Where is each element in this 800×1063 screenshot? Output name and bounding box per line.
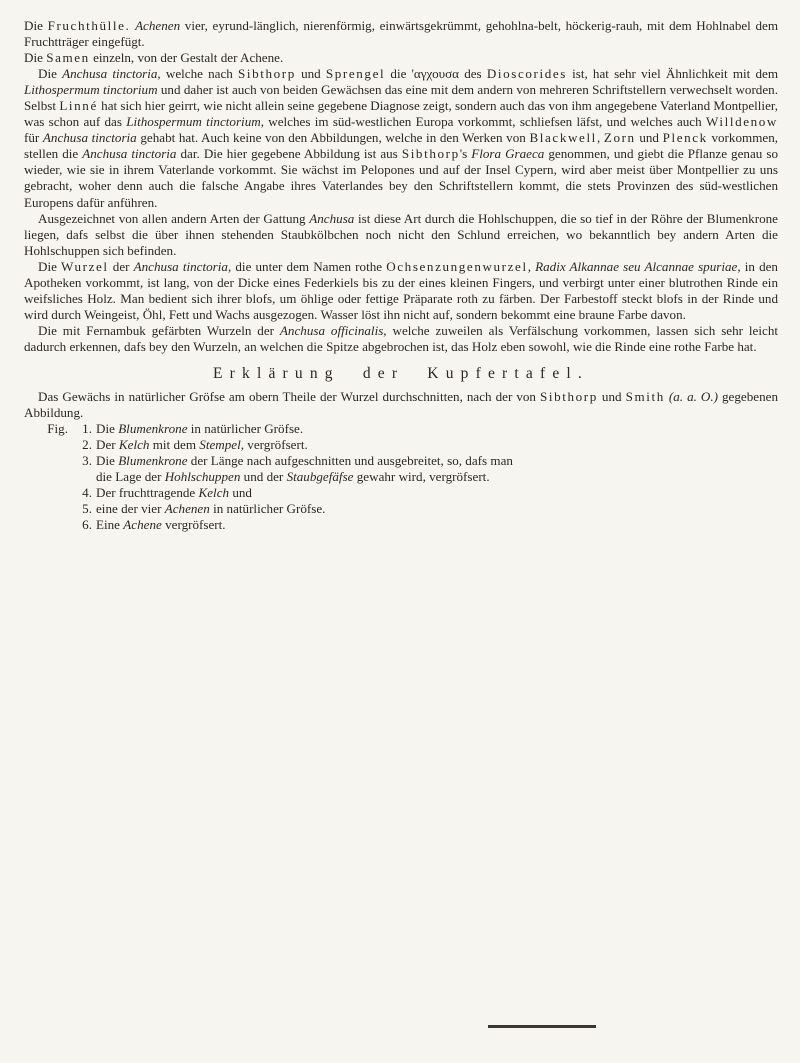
text: eine der vier <box>96 501 165 517</box>
citation: (a. a. O.) <box>668 388 718 404</box>
part-name: Kelch <box>198 485 230 501</box>
text: hat sich hier geirrt, wie nicht allein seine gegebene Diagnose zeigt, sondern auch das von ihm angegebene Vaterland Montpellier, was schon auf das <box>24 98 778 130</box>
text: Die <box>24 18 48 33</box>
figure-list <box>24 421 778 533</box>
figure-item <box>24 437 778 453</box>
term-ochsenzungenwurzel: Ochsenzungenwurzel <box>386 258 528 274</box>
figure-item <box>24 501 778 517</box>
species-name: Lithospermum tinctorium <box>24 82 158 98</box>
text: Die <box>96 453 119 469</box>
author-name: Sibthorp <box>401 146 460 162</box>
author-name: Blackwell <box>529 130 597 146</box>
text: , <box>527 258 536 274</box>
text: mit dem <box>149 437 200 453</box>
author-name: Sibthorp <box>539 388 598 404</box>
spacer <box>24 437 74 453</box>
figure-caption-continuation <box>24 469 778 485</box>
text: der Länge nach aufgeschnitten und ausgebreitet, so, dafs man <box>187 453 513 469</box>
part-name: Achenen <box>164 501 210 517</box>
author-name: Linné <box>59 98 98 114</box>
species-name: Anchusa officinalis, <box>279 322 387 338</box>
text: und <box>635 130 663 146</box>
spacer <box>24 453 74 469</box>
part-name: Blumenkrone <box>118 453 188 469</box>
text: in natürlicher Gröfse. <box>187 421 304 437</box>
text: und daher ist auch von beiden Gewächsen das eine mit dem andern von mehreren Schriftstellern verwechselt worden. Selbst <box>24 82 778 114</box>
paragraph-samen <box>24 50 778 66</box>
decorative-rule <box>488 1025 596 1028</box>
text: vergröfsert. <box>161 517 226 533</box>
term-achenen: Achenen <box>135 18 181 33</box>
text: welche nach <box>160 66 238 82</box>
text: Der fruchttragende <box>96 485 199 501</box>
figure-caption <box>96 485 252 501</box>
text: , <box>596 130 604 146</box>
text: ist diese Art durch die Hohlschuppen, die so tief in der Röhre der Blumenkrone liegen, dafs selbst die über ihnen stehenden Staubkölbchen noch nicht den Schlund erreichen, wo bekanntlich bey andern Arten die Hohlschuppen sich befinden. <box>24 210 778 258</box>
term-fruchthuelle: Fruchthülle. <box>47 18 131 33</box>
author-name: Smith <box>625 388 665 404</box>
text: Der <box>96 437 119 453</box>
part-name: Hohlschuppen <box>164 469 241 485</box>
figure-number: 2. <box>82 437 92 453</box>
text: gegebenen Abbildung. <box>24 388 778 421</box>
figure-number: 5. <box>82 501 92 517</box>
species-name: Anchusa tinctoria <box>42 130 137 146</box>
author-name: Willdenow <box>705 114 778 130</box>
author-name: Zorn <box>603 130 636 146</box>
part-name: Achene <box>123 517 162 533</box>
figure-item <box>24 453 778 469</box>
text: die 'αγχουσα des <box>385 66 487 82</box>
text: gewahr wird, vergröfsert. <box>353 469 490 485</box>
text: und der <box>240 469 287 485</box>
part-name: Stempel, <box>199 437 245 453</box>
paragraph-wurzel <box>24 259 778 323</box>
paragraph-anchusa <box>24 66 778 210</box>
text: Ausgezeichnet von allen andern Arten der Gattung <box>38 210 310 226</box>
text: die unter dem Namen rothe <box>231 258 387 274</box>
figure-label: Fig. <box>47 421 68 437</box>
work-title: Flora Graeca <box>471 146 545 162</box>
figure-caption <box>96 517 226 533</box>
text: Die <box>38 66 63 82</box>
pharmaceutical-name: Radix Alkannae seu Alcannae spuriae, <box>535 258 741 274</box>
text: und <box>295 66 326 82</box>
term-samen: Samen <box>46 50 90 66</box>
text: Das Gewächs in natürlicher Gröfse am obern Theile der Wurzel durchschnitten, nach der von <box>38 388 540 404</box>
paragraph-fruchthuelle <box>24 18 778 50</box>
text: genommen, und giebt die Pflanze genau so wieder, wie sie in ihrem Vaterlande vorkommt. Sie wächst im Pelopones und auf der Insel Cypern, wird aber meist über Montpellier zu uns gebracht, woher denn auch die falsche Angabe ihres Vaterlandes bey den Schriftstellern kommt, die stets Provinzen des süd-westlichen Europens dafür anführen. <box>24 146 778 210</box>
part-name: Kelch <box>118 437 150 453</box>
text: Die <box>24 50 47 66</box>
text: für <box>24 130 43 146</box>
text: die Lage der <box>96 469 165 485</box>
author-name: Dioscorides <box>486 66 567 82</box>
text: ist, hat sehr viel Ähnlichkeit mit dem <box>566 66 779 82</box>
text: und <box>597 388 626 404</box>
author-name: Sibthorp <box>238 66 296 82</box>
text: vorkommen, stellen die <box>24 130 779 162</box>
spacer <box>24 517 74 533</box>
species-name: Anchusa tinctoria, <box>133 258 232 274</box>
spacer <box>24 501 74 517</box>
paragraph-hohlschuppen <box>24 211 778 259</box>
text: in den Apotheken vorkommt, ist lang, von der Dicke eines Federkiels bis zu der eines kleinen Fingers, und verbirgt unter einer blutrothen Rinde ein weifsliches Holz. Man bedient sich ihrer blofs, um öhlige oder fettige Präparate roth zu färben. Der Farbestoff steckt blofs in der Rinde und wird durch Weingeist, Öhl, Fett und Wachs ausgezogen. Wasser löst ihn nicht auf, sondern bekommt eine braune Farbe davon. <box>24 258 778 322</box>
figure-number: 3. <box>82 453 92 469</box>
text: gehabt hat. Auch keine von den Abbildungen, welche in den Werken von <box>136 130 530 146</box>
text: Die <box>96 421 119 437</box>
text: welche zuweilen als Verfälschung vorkommen, lassen sich sehr leicht dadurch erkennen, dafs bey den Wurzeln, an welchen die Spitze abgebrochen ist, das Holz eben sowohl, wie die Rinde eine rothe Farbe hat. <box>24 322 778 354</box>
text: vergröfsert. <box>244 437 308 453</box>
species-name: Anchusa tinctoria, <box>62 66 161 82</box>
paragraph-plate-description <box>24 389 778 421</box>
figure-caption <box>96 501 325 517</box>
text: Eine <box>96 517 124 533</box>
species-name: Lithospermum tinctorium, <box>126 114 264 130</box>
species-name: Anchusa tinctoria <box>82 146 177 162</box>
author-name: Plenck <box>662 130 708 146</box>
genus-name: Anchusa <box>309 210 355 226</box>
figure-caption <box>96 421 303 437</box>
figure-item <box>24 485 778 501</box>
section-heading: Erklärung der Kupfertafel. <box>212 364 590 382</box>
text: der <box>108 258 134 274</box>
term-wurzel: Wurzel <box>61 258 109 274</box>
text: Die <box>38 258 62 274</box>
text: 's <box>459 146 472 162</box>
text: und <box>229 485 252 501</box>
figure-caption <box>96 469 490 485</box>
text: welches im süd-westlichen Europa vorkommt, schliefsen läfst, und welches auch <box>263 114 706 130</box>
text: vier, eyrund-länglich, nierenförmig, einwärtsgekrümmt, gehohlna-belt, höckerig-rauh, mit dem Hohlnabel dem Fruchtträger eingefügt. <box>24 18 779 50</box>
figure-number: 4. <box>82 485 92 501</box>
text: in natürlicher Gröfse. <box>209 501 326 517</box>
part-name: Blumenkrone <box>118 421 188 437</box>
author-name: Sprengel <box>325 66 386 82</box>
figure-caption <box>96 453 513 469</box>
text: dar. Die hier gegebene Abbildung ist aus <box>176 146 402 162</box>
paragraph-verfaelschung <box>24 323 778 355</box>
figure-caption <box>96 437 308 453</box>
text: einzeln, von der Gestalt der Achene. <box>89 50 284 66</box>
part-name: Staubgefäfse <box>286 469 354 485</box>
text: Die mit Fernambuk gefärbten Wurzeln der <box>38 322 280 338</box>
figure-item <box>24 421 778 437</box>
figure-number: 1. <box>82 421 92 437</box>
figure-number: 6. <box>82 517 92 533</box>
spacer <box>24 485 74 501</box>
figure-item <box>24 517 778 533</box>
